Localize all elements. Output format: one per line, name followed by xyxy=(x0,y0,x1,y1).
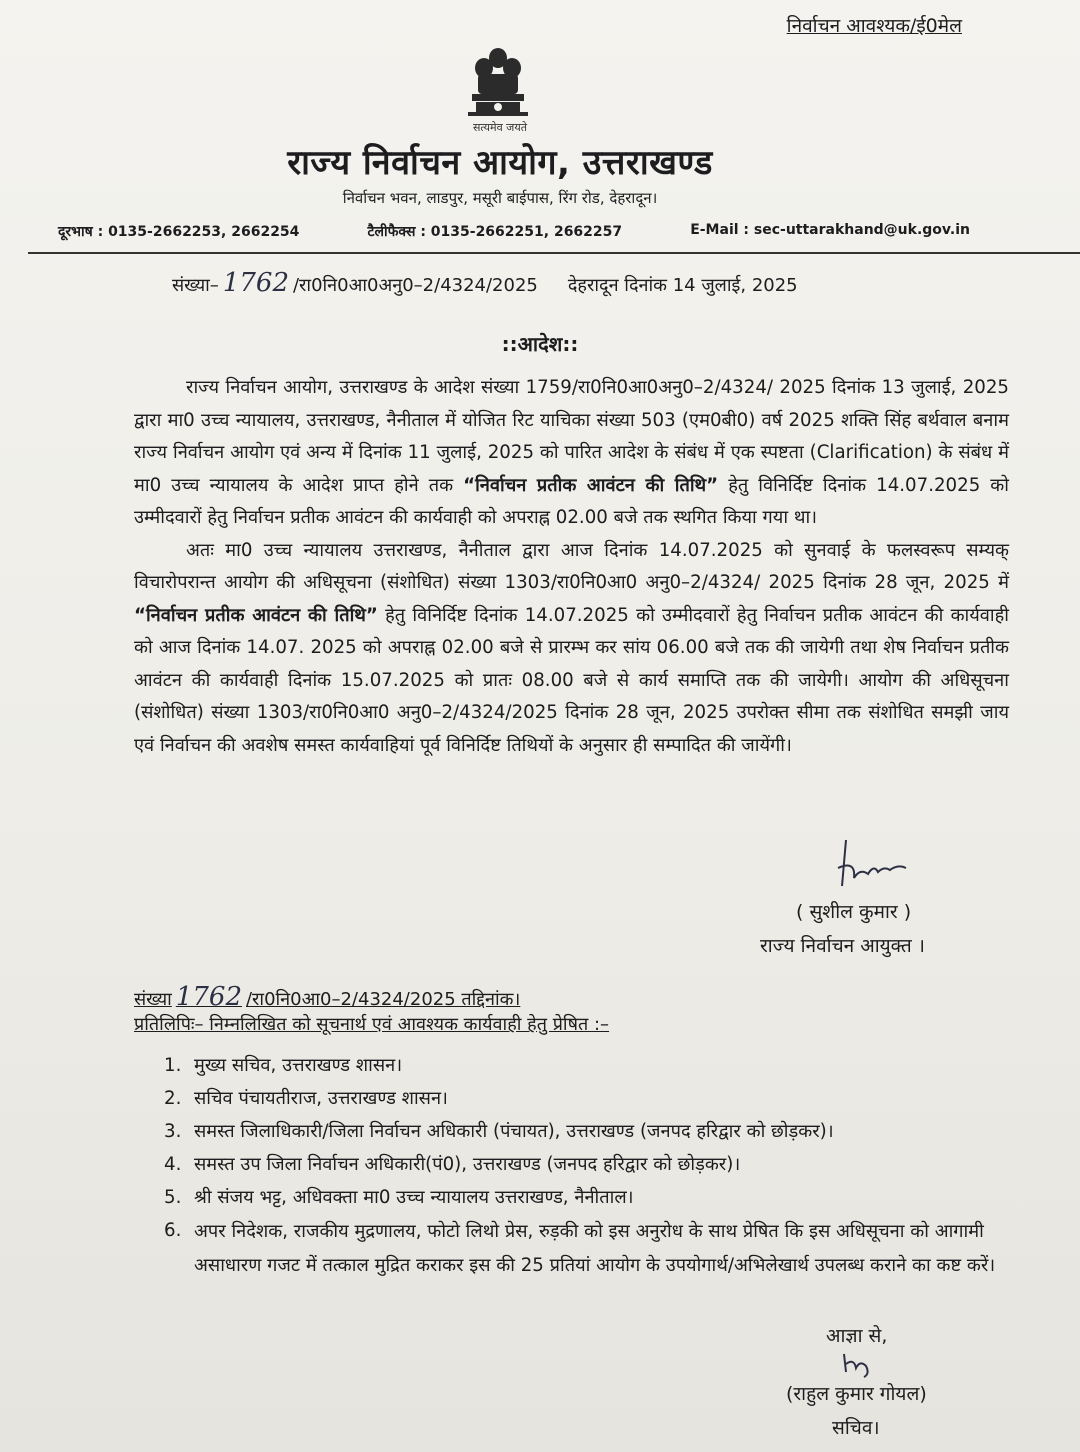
copy-reference-line: संख्या 1762 /रा0नि0आ0–2/4324/2025 तद्दिनांक। xyxy=(134,982,521,1012)
list-item: 3. समस्त जिलाधिकारी/जिला निर्वाचन अधिकारी (पंचायत), उत्तराखण्ड (जनपद हरिद्वार को छोड़कर)। xyxy=(164,1121,834,1142)
list-item: 4. समस्त उप जिला निर्वाचन अधिकारी(पं0), उत्तराखण्ड (जनपद हरिद्वार को छोड़कर)। xyxy=(164,1154,741,1175)
header-divider xyxy=(28,252,1080,254)
email-address: E-Mail : sec-uttarakhand@uk.gov.in xyxy=(690,222,970,238)
place-and-date: देहरादून दिनांक 14 जुलाई, 2025 xyxy=(567,275,798,296)
organization-name: राज्य निर्वाचन आयोग, उत्तराखण्ड xyxy=(287,143,713,183)
copy-intro: प्रतिलिपिः– निम्नलिखित को सूचनार्थ एवं आवश्यक कार्यवाही हेतु प्रेषित :– xyxy=(134,1014,610,1035)
secretary-name: (राहुल कुमार गोयल) xyxy=(786,1383,927,1405)
commissioner-title: राज्य निर्वाचन आयुक्त । xyxy=(760,935,925,957)
recipient-list xyxy=(164,1050,1034,1284)
reference-line xyxy=(172,268,798,298)
phone-numbers: दूरभाष : 0135-2662253, 2662254 xyxy=(58,224,300,240)
list-item: 5. श्री संजय भट्ट, अधिवक्ता मा0 उच्च न्यायालय उत्तराखण्ड, नैनीताल। xyxy=(164,1187,634,1208)
reference-prefix: संख्या– xyxy=(172,275,219,296)
commissioner-name: ( सुशील कुमार ) xyxy=(796,901,912,923)
list-item: 2. सचिव पंचायतीराज, उत्तराखण्ड शासन। xyxy=(164,1088,448,1109)
emblem-motto: सत्यमेव जयते xyxy=(472,121,527,134)
top-right-note: निर्वाचन आवश्यक/ई0मेल xyxy=(786,15,962,37)
body-paragraph-1: राज्य निर्वाचन आयोग, उत्तराखण्ड के आदेश संख्या 1759/रा0नि0आ0अनु0–2/4324/ 2025 दिनांक 13 जुलाई, 2025 द्वारा मा0 उच्च न्यायालय, उत्तराखण्ड, नैनीताल में योजित रिट याचिका संख्या 503 (एम0बी0) वर्ष 2025 शक्ति सिंह बर्थवाल बनाम राज्य निर्वाचन आयोग एवं अन्य में दिनांक 11 जुलाई, 2025 को पारित आदेश के संबंध में एक स्पष्टता (Clarification) के संबंध में मा0 उच्च न्यायालय के आदेश प्राप्त होने तक “निर्वाचन प्रतीक आवंटन की तिथि” हेतु विनिर्दिष्ट दिनांक 14.07.2025 को उम्मीदवारों हेतु निर्वाचन प्रतीक आवंटन की कार्यवाही को अपराह्न 02.00 बजे तक स्थगित किया गया था। xyxy=(134,377,1009,528)
list-item: 6. अपर निदेशक, राजकीय मुद्रणालय, फोटो लिथो प्रेस, रुड़की को इस अनुरोध के साथ प्रेषित कि इस अधिसूचना को आगामी असाधारण गजट में तत्काल मुद्रित कराकर इस की 25 प्रतियां आयोग के उपयोगार्थ/अभिलेखार्थ उपलब्ध कराने का कष्ट करें। xyxy=(164,1220,996,1276)
list-item: 1. मुख्य सचिव, उत्तराखण्ड शासन। xyxy=(164,1055,403,1076)
reference-number-handwritten: 1762 xyxy=(222,268,289,298)
fax-numbers: टैलीफैक्स : 0135-2662251, 2662257 xyxy=(367,224,623,240)
body-paragraph-2: अतः मा0 उच्च न्यायालय उत्तराखण्ड, नैनीताल द्वारा आज दिनांक 14.07.2025 को सुनवाई के फलस्वरूप सम्यक् विचारोपरान्त आयोग की अधिसूचना (संशोधित) संख्या 1303/रा0नि0आ0 अनु0–2/4324/ 2025 दिनांक 28 जून, 2025 में “निर्वाचन प्रतीक आवंटन की तिथि” हेतु विनिर्दिष्ट दिनांक 14.07.2025 को उम्मीदवारों हेतु निर्वाचन प्रतीक आवंटन की कार्यवाही को आज दिनांक 14.07. 2025 को अपराह्न 02.00 बजे से प्रारम्भ कर सांय 06.00 बजे तक की जायेगी तथा शेष निर्वाचन प्रतीक आवंटन की कार्यवाही दिनांक 15.07.2025 को प्रातः 08.00 बजे से कार्य समाप्ति तक की जायेगी। आयोग की अधिसूचना (संशोधित) संख्या 1303/रा0नि0आ0 अनु0–2/4324/2025 दिनांक 28 जून, 2025 उपरोक्त सीमा तक संशोधित समझी जाय एवं निर्वाचन की अवशेष समस्त कार्यवाहियां पूर्व विनिर्दिष्ट तिथियों के अनुसार ही सम्पादित की जायेंगी। xyxy=(134,539,1009,756)
secretary-title: सचिव। xyxy=(832,1417,880,1439)
contact-line xyxy=(58,222,970,241)
by-order-text: आज्ञा से, xyxy=(826,1325,888,1347)
secretary-signature-icon xyxy=(838,1350,888,1378)
commissioner-signature-icon xyxy=(826,838,926,898)
emphasis-symbol-date: “निर्वाचन प्रतीक आवंटन की तिथि” xyxy=(134,604,378,626)
order-body xyxy=(134,372,1009,762)
copy-number-handwritten: 1762 xyxy=(175,982,242,1012)
organization-address: निर्वाचन भवन, लाडपुर, मसूरी बाईपास, रिंग रोड, देहरादून। xyxy=(342,189,658,207)
order-heading: ::आदेश:: xyxy=(501,332,579,356)
reference-code: /रा0नि0आ0अनु0–2/4324/2025 xyxy=(292,275,538,296)
emphasis-symbol-date: “निर्वाचन प्रतीक आवंटन की तिथि” xyxy=(463,474,719,496)
